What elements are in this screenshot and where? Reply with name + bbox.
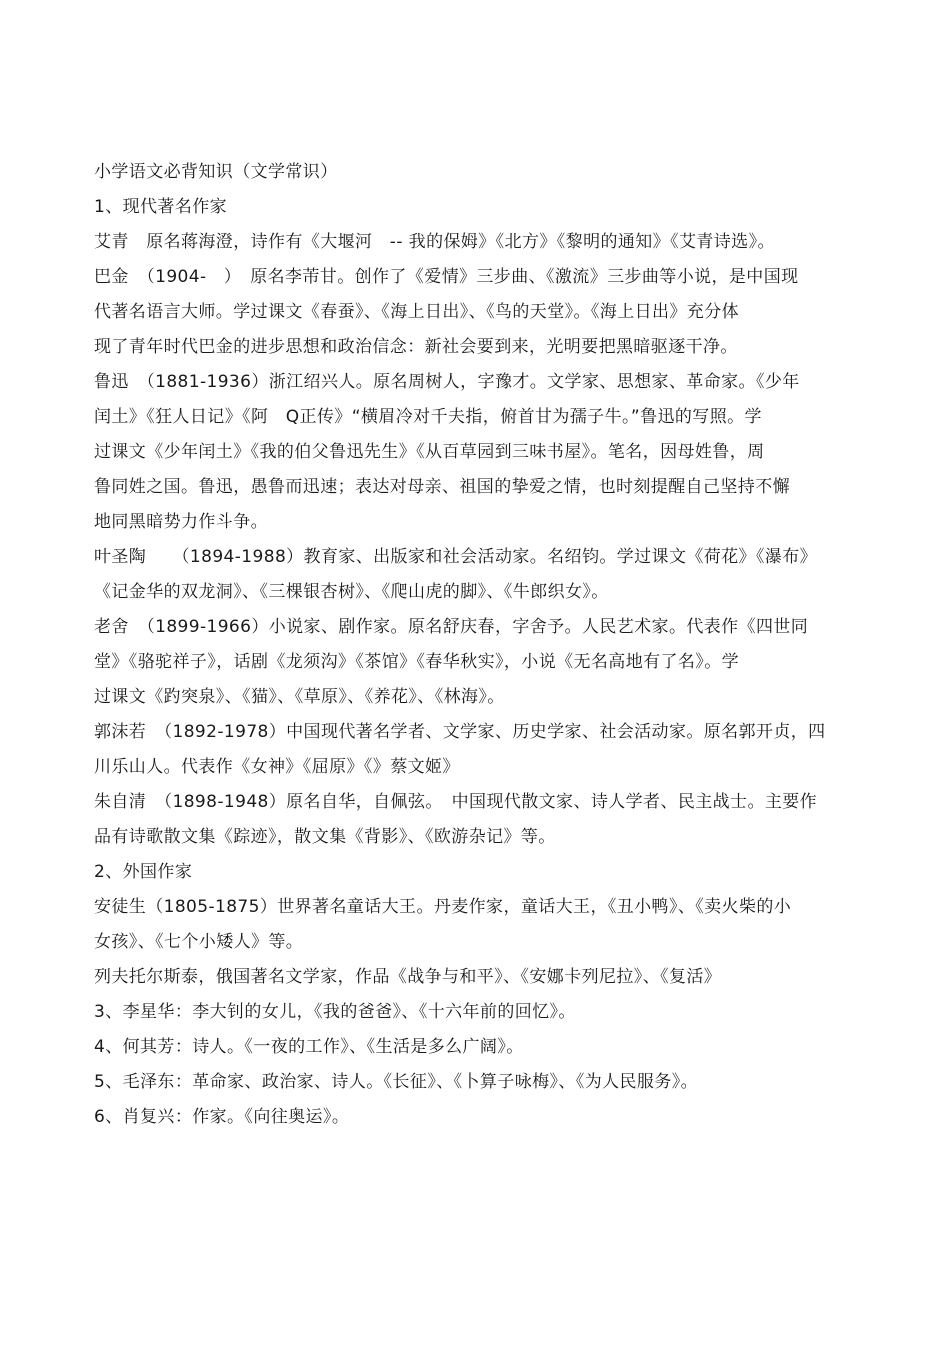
text-line: 安徒生（1805-1875）世界著名童话大王。丹麦作家，童话大王，《丑小鸭》、《卖火柴的小	[94, 897, 792, 917]
text-line: 6、肖复兴：作家。《向往奥运》。	[94, 1107, 350, 1127]
text-line: 《记金华的双龙洞》、《三棵银杏树》、《爬山虎的脚》、《牛郎织女》。	[94, 582, 609, 602]
text-line: 5、毛泽东：革命家、政治家、诗人。《长征》、《卜算子咏梅》、《为人民服务》。	[94, 1072, 699, 1092]
text-line: 鲁迅 （1881-1936）浙江绍兴人。原名周树人，字豫才。文学家、思想家、革命家。《少年	[94, 372, 800, 392]
text-line: 老舍 （1899-1966）小说家、剧作家。原名舒庆春，字舍予。人民艺术家。代表作《四世同	[94, 617, 809, 637]
text-line: 鲁同姓之国。鲁迅，愚鲁而迅速；表达对母亲、祖国的挚爱之情，也时刻提醒自己坚持不懈	[94, 477, 790, 497]
text-line: 朱自清 （1898-1948）原名自华，自佩弦。 中国现代散文家、诗人学者、民主战士。主要作	[94, 792, 818, 812]
text-line: 代著名语言大师。学过课文《春蚕》、《海上日出》、《鸟的天堂》。《海上日出》充分体	[94, 302, 739, 322]
text-line: 地同黑暗势力作斗争。	[94, 512, 268, 532]
text-line: 过课文《少年闰土》《我的伯父鲁迅先生》《从百草园到三味书屋》。笔名，因母姓鲁，周	[94, 442, 765, 462]
text-line: 4、何其芳：诗人。《一夜的工作》、《生活是多么广阔》。	[94, 1037, 524, 1057]
text-line: 堂》《骆驼祥子》，话剧《龙须沟》《茶馆》《春华秋实》，小说《无名高地有了名》。学	[94, 652, 739, 672]
text-line: 艾青 原名蒋海澄，诗作有《大堰河 -- 我的保姆》《北方》《黎明的通知》《艾青诗选》。	[94, 232, 775, 252]
text-line: 现了青年时代巴金的进步思想和政治信念：新社会要到来，光明要把黑暗驱逐干净。	[94, 337, 738, 357]
document-body	[94, 155, 839, 1135]
text-line: 川乐山人。代表作《女神》《屈原》《》蔡文姬》	[94, 757, 460, 777]
text-line: 过课文《趵突泉》、《猫》、《草原》、《养花》、《林海》。	[94, 687, 505, 707]
text-line: 列夫托尔斯泰，俄国著名文学家，作品《战争与和平》、《安娜卡列尼拉》、《复活》	[94, 967, 722, 987]
text-line: 品有诗歌散文集《踪迹》，散文集《背影》、《欧游杂记》等。	[94, 827, 556, 847]
text-line: 3、李星华：李大钊的女儿，《我的爸爸》、《十六年前的回忆》。	[94, 1002, 576, 1022]
text-line: 2、外国作家	[94, 862, 193, 882]
text-line: 叶圣陶 （1894-1988）教育家、出版家和社会活动家。名绍钧。学过课文《荷花》《瀑布》	[94, 547, 818, 567]
text-line: 闰土》《狂人日记》《阿 Q正传》“横眉冷对千夫指，俯首甘为孺子牛。”鲁迅的写照。学	[94, 407, 762, 427]
text-line: 女孩》、《七个小矮人》等。	[94, 932, 304, 952]
document-title: 小学语文必背知识（文学常识）	[94, 162, 338, 182]
text-line: 1、现代著名作家	[94, 197, 228, 217]
text-line: 郭沫若 （1892-1978）中国现代著名学者、文学家、历史学家、社会活动家。原名郭开贞，四	[94, 722, 826, 742]
text-line: 巴金 （1904- ） 原名李芾甘。创作了《爱情》三步曲、《激流》三步曲等小说，是中国现	[94, 267, 799, 287]
